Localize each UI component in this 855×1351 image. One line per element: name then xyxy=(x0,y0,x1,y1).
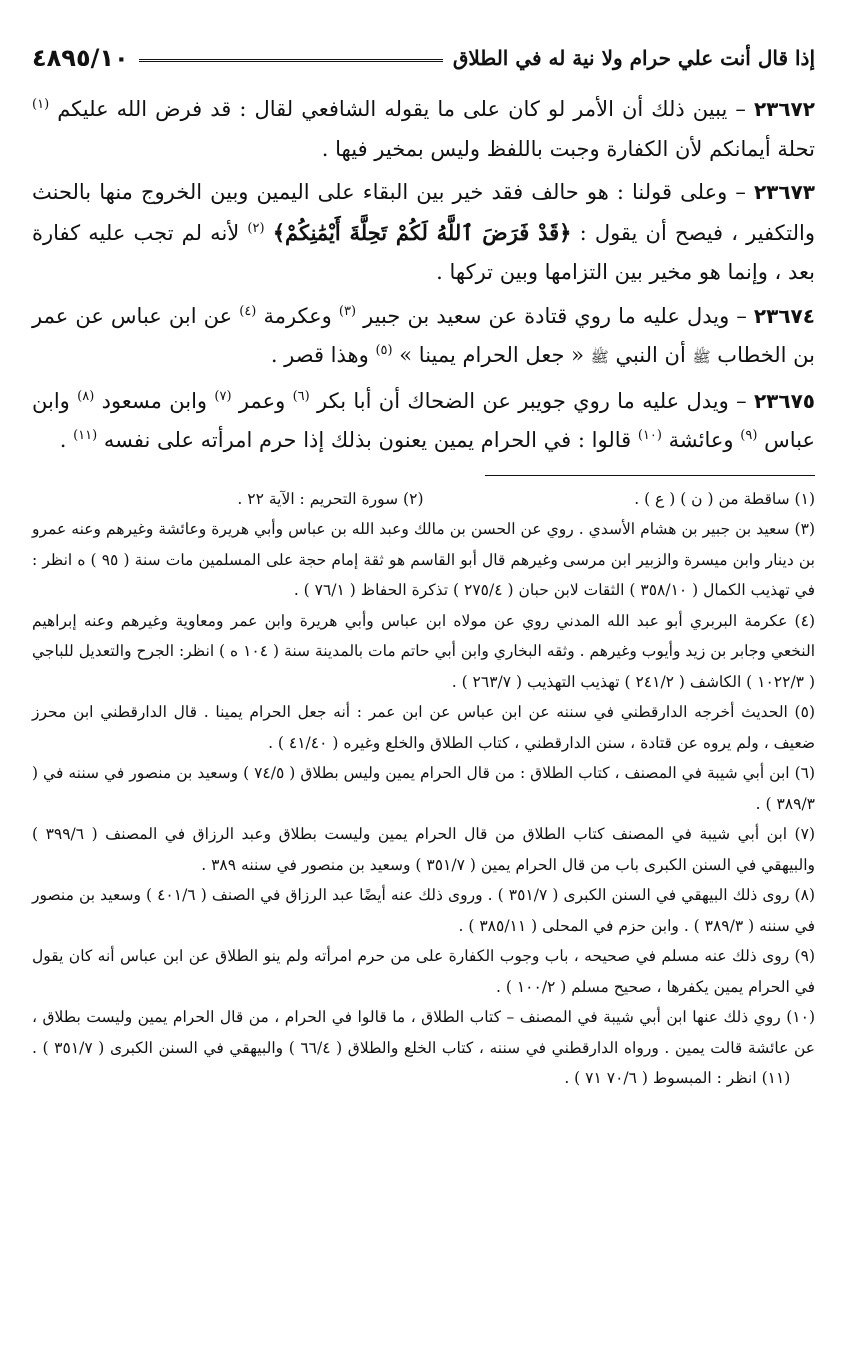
footnote-8: (٨) روى ذلك البيهقي في السنن الكبرى ( ٣٥١/٧ ) . وروى ذلك عنه أيضًا عبد الرزاق في الصنف ( ٤٠١/٦ ) وسعيد بن منصور في سننه ( ٣٨٩/٣ ) . وابن حزم في المحلى ( ٣٨٥/١١ ) . xyxy=(32,886,815,935)
honorific-glyph: ﷺ xyxy=(692,348,711,366)
footnote-row xyxy=(32,484,815,515)
footnote-7: (٧) ابن أبي شيبة في المصنف كتاب الطلاق من قال الحرام يمين وليست بطلاق وعبد الرزاق في المصنف ( ٣٩٩/٦ ) والبيهقي في السنن الكبرى باب من قال الحرام يمين ( ٣٥١/٧ ) وسعيد بن منصور في سننه ٣٨٩ . xyxy=(32,825,815,874)
paragraph-text: وعائشة xyxy=(668,428,734,452)
paragraph-number: ٢٣٦٧٥ xyxy=(753,388,815,413)
paragraph-text: وعكرمة xyxy=(263,303,332,328)
footnote-6: (٦) ابن أبي شيبة في المصنف ، كتاب الطلاق : من قال الحرام يمين وليس بطلاق ( ٧٤/٥ ) وسعيد بن منصور في سننه في ( ٣٨٩/٣ ) . xyxy=(32,764,816,813)
dash: – xyxy=(735,97,746,121)
paragraph-23672 xyxy=(32,90,815,169)
footnote-ref[interactable]: (١٠) xyxy=(637,428,662,443)
footnote-9: (٩) روى ذلك عنه مسلم في صحيحه ، باب وجوب الكفارة على من حرم امرأته ولم ينو الطلاق عن ابن عباس أنه كان يقول في الحرام يمين يكفرها ، صحيح مسلم ( ١٠٠/٢ ) . xyxy=(32,947,815,996)
paragraph-number: ٢٣٦٧٤ xyxy=(753,303,815,328)
page-header xyxy=(32,40,815,76)
footnote-ref[interactable]: (٧) xyxy=(214,388,232,404)
paragraph-number: ٢٣٦٧٣ xyxy=(753,180,815,204)
paragraph-number: ٢٣٦٧٢ xyxy=(753,97,815,121)
footnote-ref[interactable]: (٣) xyxy=(338,303,357,319)
paragraph-text: أن النبي xyxy=(615,343,686,367)
dash: – xyxy=(736,303,747,328)
footnote-5: (٥) الحديث أخرجه الدارقطني في سننه عن ابن عباس عن ابن عمر : أنه جعل الحرام يمينا . قال الدارقطني ابن محرز ضعيف ، ولم يروه عن قتادة ، سنن الدارقطني ، كتاب الطلاق والخلع وغيره ( ٤١/٤٠ ) . xyxy=(32,703,815,752)
paragraph-text: يبين ذلك أن الأمر لو كان على ما يقوله الشافعي لقال : قد فرض الله عليكم xyxy=(57,97,728,121)
paragraph-23675 xyxy=(32,382,815,461)
footnote-ref[interactable]: (٦) xyxy=(292,388,310,404)
paragraph-text: ويدل عليه ما روي جويبر عن الضحاك أن أبا بكر xyxy=(317,388,729,413)
dash: – xyxy=(736,388,747,413)
hadith-quote: « جعل الحرام يمينا » xyxy=(399,343,584,367)
paragraph-23673 xyxy=(32,173,815,293)
footnote-ref[interactable]: (٢) xyxy=(247,220,265,236)
footnote-ref[interactable]: (٩) xyxy=(740,428,758,443)
footnote-ref[interactable]: (١) xyxy=(32,97,50,112)
page-number: ٤٨٩٥/١٠ xyxy=(32,44,129,72)
footnote-4: (٤) عكرمة البربري أبو عبد الله المدني روي عن مولاه ابن عباس وأبي هريرة وابن عمر ومعاوية وغيرهم وعنه إبراهيم النخعي وجابر بن زيد وأيوب وغيرهم . وثقه البخاري وابن أبي حاتم مات بالمدينة سنة ( ١٠٤ ه ) انظر: الجرح والتعديل للباجي ( ١٠٢٢/٣ ) الكاشف ( ٢٤١/٢ ) تهذيب التهذيب ( ٢٦٣/٧ ) . xyxy=(32,611,816,691)
paragraph-text: وعمر xyxy=(238,388,286,413)
footnote-10-text: (١٠) روي ذلك عنها ابن أبي شيبة في المصنف – كتاب الطلاق ، ما قالوا في الحرام ، من قال الحرام يمين وليست بطلاق ، عن عائشة قالت يمين . ورواه الدارقطني في سننه ، كتاب الخلع والطلاق ( ٦٦/٤ ) والبيهقي في السنن الكبرى ( ٣٥١/٧ ) . xyxy=(32,1008,816,1057)
dash: – xyxy=(735,180,746,204)
footnote-ref[interactable]: (٤) xyxy=(239,303,257,319)
footnote-3: (٣) سعيد بن جبير بن هشام الأسدي . روي عن الحسن بن مالك وعبد الله بن عباس وأبي هريرة وعائشة وغيرهم وعنه عمرو بن دينار وابن ميسرة والزبير ابن مرسى وغيرهم قال أبو القاسم هو ثقة إمام حجة على المسلمين مات سنة ( ٩٥ ) ه انظر : في تهذيب الكمال ( ٣٥٨/١٠ ) الثقات لابن حبان ( ٢٧٥/٤ ) تذكرة الحفاظ ( ٧٦/١ ) . xyxy=(32,520,815,599)
running-title: إذا قال أنت علي حرام ولا نية له في الطلاق xyxy=(452,46,815,70)
paragraph-text: تحلة أيمانكم لأن الكفارة وجبت باللفظ وليس بمخير فيها . xyxy=(321,136,815,161)
footnote-2: (٢) سورة التحريم : الآية ٢٢ . xyxy=(237,489,424,508)
footnote-ref[interactable]: (٨) xyxy=(77,388,95,404)
paragraph-text: لأنه لم تجب عليه كفارة بعد ، وإنما هو مخير بين التزامها وبين تركها . xyxy=(32,220,815,284)
footnote-10 xyxy=(32,1002,815,1094)
paragraph-text: وابن مسعود xyxy=(101,388,208,413)
paragraph-23674 xyxy=(32,297,815,378)
quran-verse: ﴿قَدْ فَرَضَ ٱللَّهُ لَكُمْ تَحِلَّةَ أَيْمَٰنِكُمْ﴾ xyxy=(272,219,572,245)
paragraph-text: ويدل عليه ما روي قتادة عن سعيد بن جبير xyxy=(363,303,730,328)
honorific-glyph: ﷺ xyxy=(590,348,609,366)
footnote-ref[interactable]: (٥) xyxy=(375,343,393,358)
footnote-11: (١١) انظر : المبسوط ( ٧٠/٦ ٧١ ) . xyxy=(564,1069,791,1087)
paragraph-text: . xyxy=(59,428,67,452)
paragraph-text: وابن عباس xyxy=(32,388,815,452)
paragraph-text: وعلى قولنا : هو حالف فقد خير بين البقاء على اليمين وبين الخروج منها بالحنث والتكفير ، فيصح أن يقول : xyxy=(32,180,815,245)
paragraph-text: عن ابن عباس عن عمر بن الخطاب xyxy=(32,303,815,367)
main-text xyxy=(32,90,815,461)
footnote-ref[interactable]: (١١) xyxy=(73,428,98,443)
footnotes xyxy=(32,484,815,1094)
paragraph-text: قالوا : في الحرام يمين يعنون بذلك إذا حرم امرأته على نفسه xyxy=(103,428,632,452)
footnote-1: (١) ساقطة من ( ن ) ( ع ) . xyxy=(634,489,815,508)
header-rule xyxy=(139,59,443,62)
paragraph-text: وهذا قصر . xyxy=(270,343,369,367)
footnote-separator xyxy=(485,475,815,476)
